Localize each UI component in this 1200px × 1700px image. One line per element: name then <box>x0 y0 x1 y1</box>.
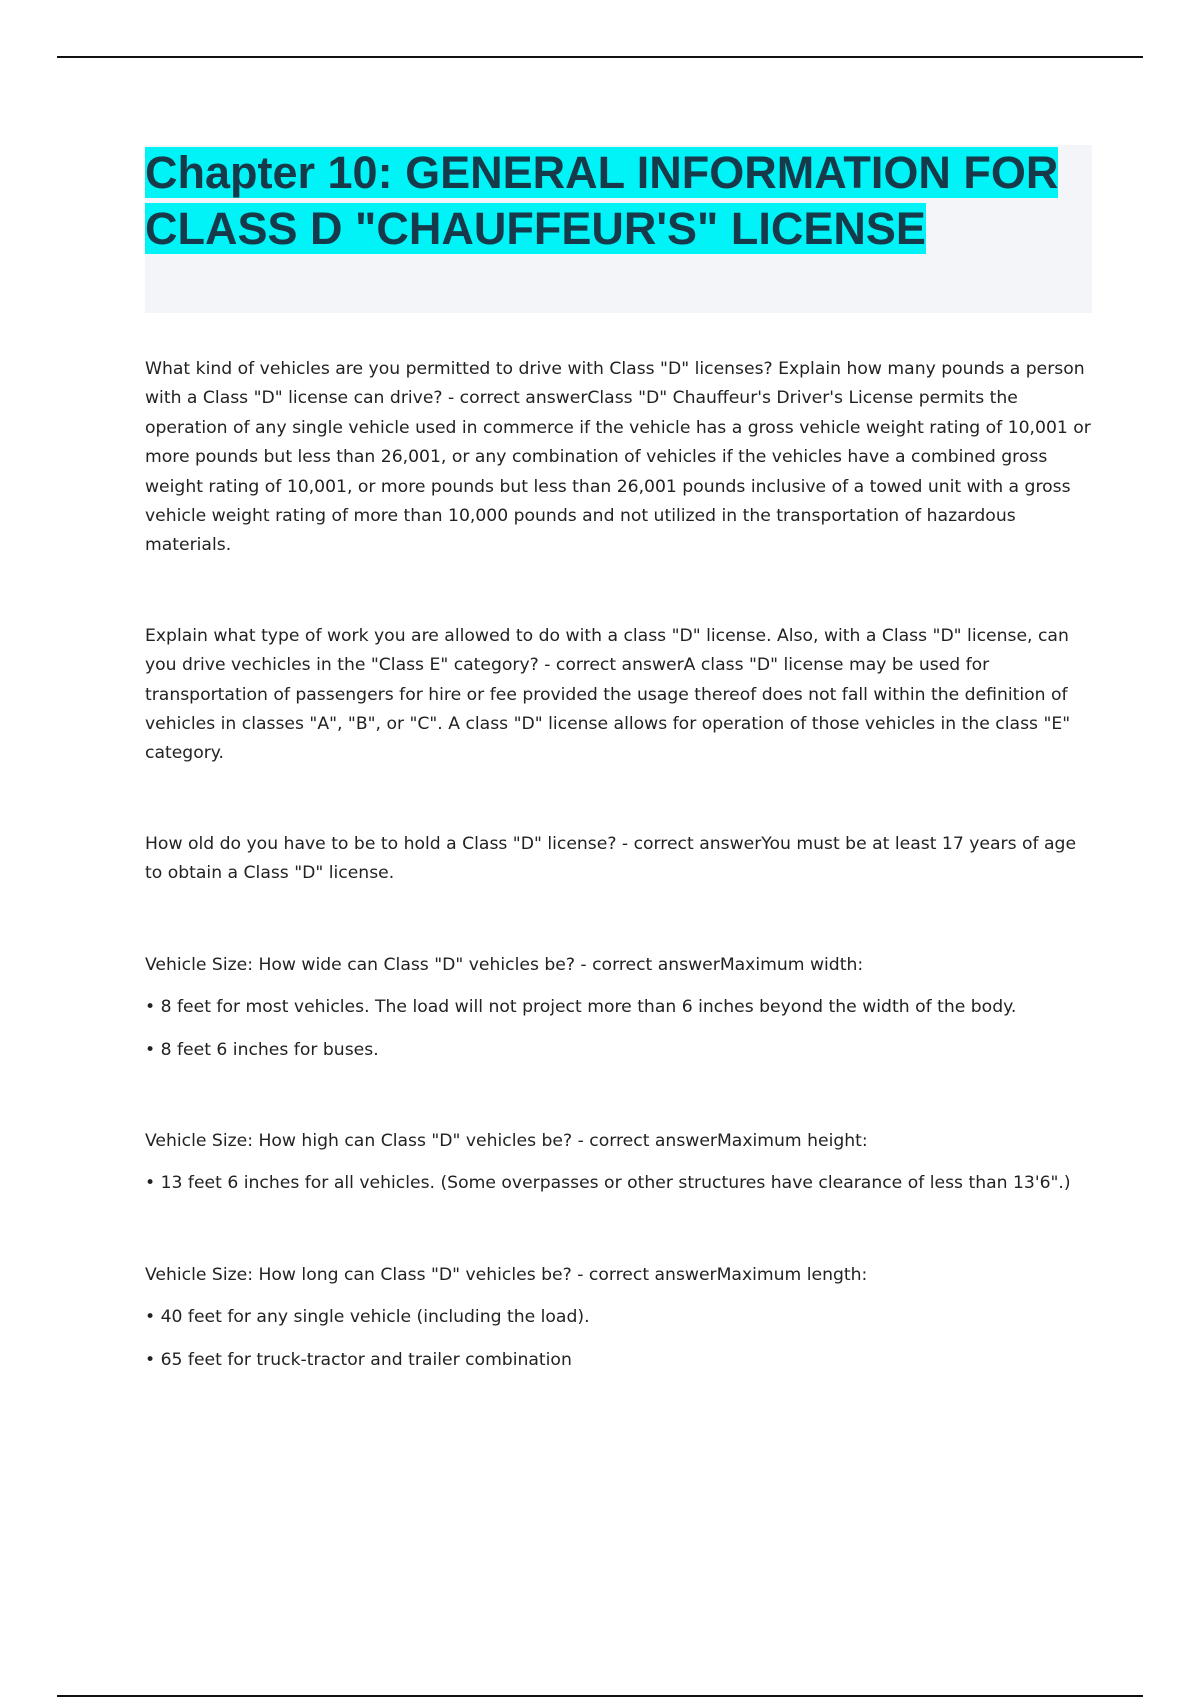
bullet-width-buses: • 8 feet 6 inches for buses. <box>145 1039 379 1060</box>
qa-item-height: Vehicle Size: How high can Class "D" vehicles be? - correct answerMaximum height: <box>145 1130 868 1151</box>
top-rule <box>57 56 1143 58</box>
title-highlight: Chapter 10: GENERAL INFORMATION FOR CLASS D "CHAUFFEUR'S" LICENSE <box>145 147 1059 254</box>
page-title <box>145 145 1092 257</box>
document-body <box>145 355 1095 1375</box>
qa-item-vehicle-types: What kind of vehicles are you permitted to drive with Class "D" licenses? Explain how many pounds a person with a Class "D" license can drive? - correct answerClass "D" Chauffeur's Driver's License permits the operation of any single vehicle used in commerce if the vehicle has a gross vehicle weight rating of 10,001 or more pounds but less than 26,001, or any combination of vehicles if the vehicles have a combined gross weight rating of 10,001, or more pounds but less than 26,001 pounds inclusive of a towed unit with a gross vehicle weight rating of more than 10,000 pounds and not utilized in the transportation of hazardous materials. <box>145 359 1091 556</box>
bullet-height-all: • 13 feet 6 inches for all vehicles. (Some overpasses or other structures have clearance of less than 13'6".) <box>145 1173 1071 1194</box>
bullet-length-single: • 40 feet for any single vehicle (including the load). <box>145 1307 590 1328</box>
bullet-length-combination: • 65 feet for truck-tractor and trailer combination <box>145 1349 572 1370</box>
qa-item-work-allowed: Explain what type of work you are allowed to do with a class "D" license. Also, with a Class "D" license, can you drive vechicles in the "Class E" category? - correct answerA class "D" license may be used for transportation of passengers for hire or fee provided the usage thereof does not fall within the definition of vehicles in classes "A", "B", or "C". A class "D" license allows for operation of those vehicles in the class "E" category. <box>145 625 1071 764</box>
bottom-rule <box>57 1695 1143 1697</box>
qa-item-age: How old do you have to be to hold a Class "D" license? - correct answerYou must be at least 17 years of age to obtain a Class "D" license. <box>145 833 1077 884</box>
title-block <box>145 145 1092 313</box>
bullet-width-most: • 8 feet for most vehicles. The load will not project more than 6 inches beyond the width of the body. <box>145 997 1017 1018</box>
qa-item-width: Vehicle Size: How wide can Class "D" vehicles be? - correct answerMaximum width: <box>145 954 864 975</box>
qa-item-length: Vehicle Size: How long can Class "D" vehicles be? - correct answerMaximum length: <box>145 1264 868 1285</box>
